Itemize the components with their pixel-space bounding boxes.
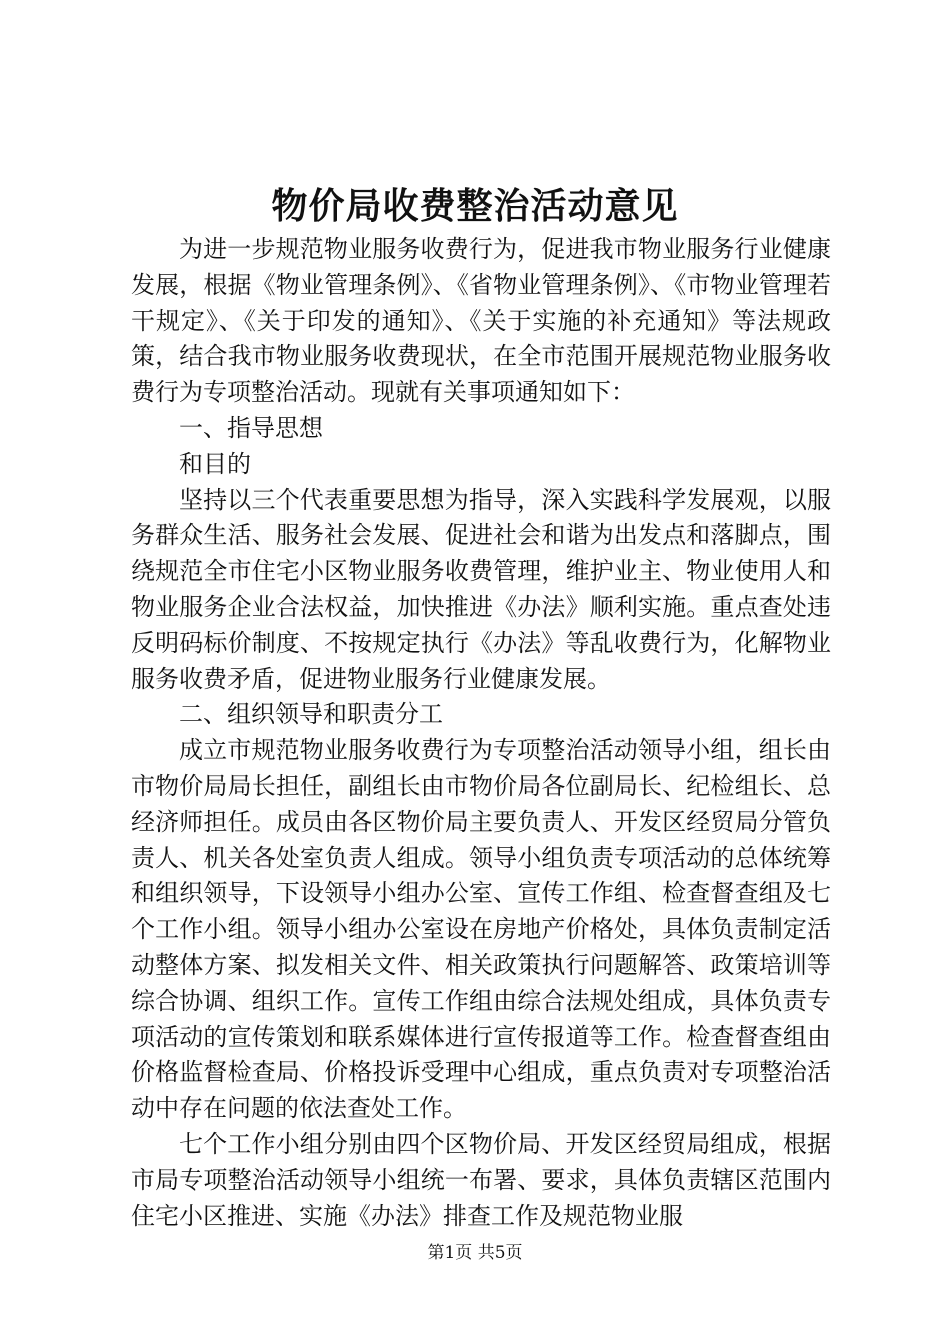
paragraph-guiding-principles: 坚持以三个代表重要思想为指导，深入实践科学发展观，以服务群众生活、服务社会发展、促进社会和谐为出发点和落脚点，围绕规范全市住宅小区物业服务收费管理，维护业主、物业使用人和物业服务企业合法权益，加快推进《办法》顺利实施。重点查处违反明码标价制度、不按规定执行《办法》等乱收费行为，化解物业服务收费矛盾，促进物业服务行业健康发展。	[131, 485, 831, 693]
section-heading-1-cont: 和目的	[179, 449, 251, 478]
document-body	[131, 232, 831, 1234]
section-heading-2: 二、组织领导和职责分工	[179, 700, 443, 729]
paragraph-working-groups: 七个工作小组分别由四个区物价局、开发区经贸局组成，根据市局专项整治活动领导小组统一布署、要求，具体负责辖区范围内住宅小区推进、实施《办法》排查工作及规范物业服	[131, 1129, 831, 1230]
document-title: 物价局收费整治活动意见	[271, 186, 679, 227]
paragraph-intro: 为进一步规范物业服务收费行为，促进我市物业服务行业健康发展，根据《物业管理条例》、《省物业管理条例》、《市物业管理若干规定》、《关于印发的通知》、《关于实施的补充通知》等法规政策，结合我市物业服务收费现状，在全市范围开展规范物业服务收费行为专项整治活动。现就有关事项通知如下：	[131, 235, 831, 407]
section-heading-1: 一、指导思想	[179, 413, 323, 442]
page-footer: 第1页 共5页	[427, 1243, 523, 1263]
paragraph-organization: 成立市规范物业服务收费行为专项整治活动领导小组，组长由市物价局局长担任，副组长由市物价局各位副局长、纪检组长、总经济师担任。成员由各区物价局主要负责人、开发区经贸局分管负责人、机关各处室负责人组成。领导小组负责专项活动的总体统筹和组织领导，下设领导小组办公室、宣传工作组、检查督查组及七个工作小组。领导小组办公室设在房地产价格处，具体负责制定活动整体方案、拟发相关文件、相关政策执行问题解答、政策培训等综合协调、组织工作。宣传工作组由综合法规处组成，具体负责专项活动的宣传策划和联系媒体进行宣传报道等工作。检查督查组由价格监督检查局、价格投诉受理中心组成，重点负责对专项整治活动中存在问题的依法查处工作。	[131, 736, 831, 1123]
